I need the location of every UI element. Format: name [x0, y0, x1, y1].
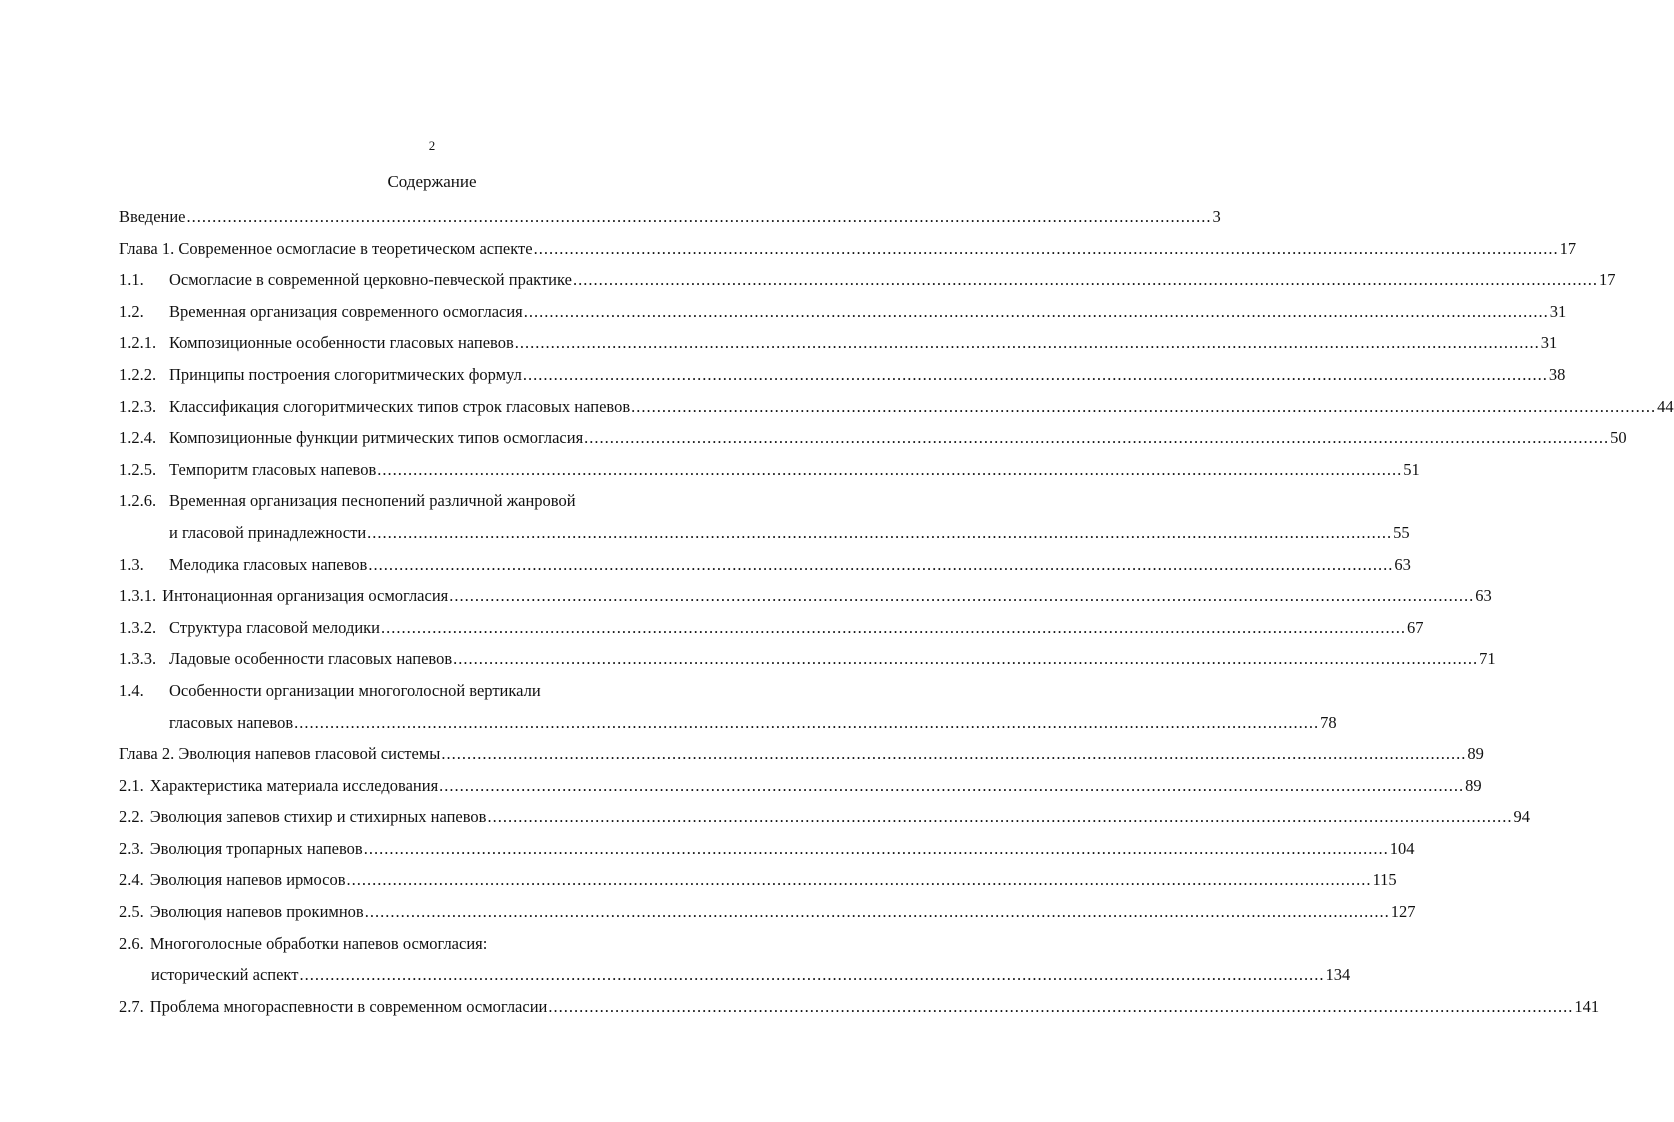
toc-entry-1-3[interactable]: [119, 549, 1411, 581]
page-number: 2: [428, 138, 436, 153]
leader-dots: [365, 896, 1390, 928]
leader-dots: [347, 864, 1372, 896]
toc-entry-number: 1.2.3.: [119, 396, 157, 416]
toc-entry-title: Композиционные функции ритмических типов осмогласия: [169, 428, 584, 448]
toc-entry-title: Многоголосные обработки напевов осмогласия:: [149, 933, 488, 953]
toc-entry-page: 63: [1475, 586, 1492, 606]
toc-entry-number: 1.1.: [119, 270, 144, 290]
toc-entry-title: Принципы построения слогоритмических формул: [169, 364, 522, 384]
toc-entry-1-2-5[interactable]: [119, 454, 1420, 486]
toc-entry-1-3-1[interactable]: [119, 580, 1492, 612]
toc-entry-1-4[interactable]: [119, 675, 744, 707]
toc-entry-1-4-continuation[interactable]: [119, 707, 1337, 739]
toc-entry-1-2-6[interactable]: [119, 485, 744, 517]
toc-entry-chapter-2[interactable]: [119, 738, 1484, 770]
toc-entry-title: Проблема многораспевности в современном осмогласии: [149, 996, 548, 1016]
toc-entry-2-3[interactable]: [119, 833, 1415, 865]
toc-entry-title: Глава 1. Современное осмогласие в теоретическом аспекте: [119, 238, 533, 258]
leader-dots: [299, 959, 1324, 991]
toc-entry-title: Ладовые особенности гласовых напевов: [169, 649, 453, 669]
toc-entry-title: Эволюция запевов стихир и стихирных напевов: [149, 807, 487, 827]
toc-entry-introduction[interactable]: [119, 201, 1221, 233]
toc-entry-1-2[interactable]: [119, 296, 1567, 328]
toc-entry-page: 51: [1403, 459, 1420, 479]
toc-entry-title: Введение: [119, 207, 186, 226]
toc-title: Содержание: [387, 172, 477, 191]
toc-entry-number: 1.2.1.: [119, 333, 157, 353]
toc-entry-title: Композиционные особенности гласовых напевов: [169, 333, 514, 353]
toc-entry-page: 141: [1574, 996, 1600, 1016]
toc-entry-number: 2.3.: [119, 838, 144, 858]
toc-entry-number: 1.3.: [119, 554, 144, 574]
toc-entry-number: 1.3.3.: [119, 649, 157, 669]
toc-entry-number: 1.2.5.: [119, 459, 157, 479]
toc-entry-number: 1.3.2.: [119, 617, 157, 637]
toc-entry-page: 31: [1549, 301, 1567, 321]
toc-entry-1-2-6-continuation[interactable]: [119, 517, 1410, 549]
leader-dots: [524, 296, 1549, 328]
toc-entry-title: Эволюция напевов ирмосов: [149, 870, 346, 890]
toc-entry-page: 71: [1479, 649, 1496, 669]
leader-dots: [187, 201, 1212, 233]
toc-entry-1-2-3[interactable]: [119, 391, 1674, 423]
toc-entry-title: Особенности организации многоголосной вертикали: [169, 680, 541, 700]
toc-entry-page: 3: [1212, 207, 1221, 226]
toc-entry-chapter-1[interactable]: [119, 233, 1577, 265]
toc-entry-number: 1.2.4.: [119, 428, 157, 448]
toc-entry-page: 78: [1320, 712, 1337, 732]
toc-entry-2-2[interactable]: [119, 801, 1530, 833]
toc-entry-1-3-2[interactable]: [119, 612, 1424, 644]
toc-entry-page: 63: [1394, 554, 1411, 574]
toc-entry-title: Темпоритм гласовых напевов: [169, 459, 377, 479]
toc-entry-page: 50: [1610, 428, 1627, 448]
toc-entry-2-5[interactable]: [119, 896, 1416, 928]
toc-entry-page: 55: [1393, 522, 1410, 542]
toc-entry-title: Глава 2. Эволюция напевов гласовой системы: [119, 744, 441, 764]
toc-entry-title: Мелодика гласовых напевов: [169, 554, 368, 574]
leader-dots: [294, 707, 1319, 739]
table-of-contents: [119, 201, 1674, 1022]
toc-entry-1-3-3[interactable]: [119, 643, 1496, 675]
leader-dots: [381, 612, 1406, 644]
toc-entry-1-1[interactable]: [119, 264, 1616, 296]
toc-entry-page: 134: [1325, 965, 1351, 985]
leader-dots: [368, 549, 1393, 581]
leader-dots: [631, 391, 1656, 423]
toc-entry-title: Эволюция напевов прокимнов: [149, 902, 364, 922]
toc-entry-number: 1.2.2.: [119, 364, 157, 384]
leader-dots: [548, 991, 1573, 1023]
toc-entry-title: Структура гласовой мелодики: [169, 617, 381, 637]
toc-entry-page: 31: [1540, 333, 1558, 353]
leader-dots: [367, 517, 1392, 549]
toc-entry-title-continuation: и гласовой принадлежности: [169, 522, 367, 542]
toc-entry-page: 104: [1389, 838, 1415, 858]
toc-entry-number: 1.2.: [119, 301, 144, 321]
toc-entry-2-1[interactable]: [119, 770, 1482, 802]
leader-dots: [377, 454, 1402, 486]
toc-entry-page: 38: [1548, 364, 1566, 384]
toc-entry-title: Интонационная организация осмогласия: [162, 586, 449, 606]
toc-entry-number: 2.1.: [119, 775, 144, 795]
toc-entry-1-2-1[interactable]: [119, 327, 1558, 359]
leader-dots: [449, 580, 1474, 612]
leader-dots: [515, 327, 1540, 359]
toc-entry-title: Эволюция тропарных напевов: [149, 838, 363, 858]
toc-entry-number: 2.7.: [119, 996, 144, 1016]
toc-entry-title: Осмогласие в современной церковно-певческой практике: [169, 270, 572, 290]
toc-entry-page: 17: [1598, 270, 1616, 290]
toc-entry-number: 1.2.6.: [119, 491, 157, 511]
toc-entry-page: 115: [1372, 870, 1397, 890]
leader-dots: [534, 233, 1559, 265]
toc-entry-number: 2.2.: [119, 807, 144, 827]
toc-entry-number: 2.6.: [119, 933, 144, 953]
toc-entry-title: Временная организация песнопений различной жанровой: [169, 491, 576, 511]
toc-entry-1-2-2[interactable]: [119, 359, 1566, 391]
toc-entry-title: Временная организация современного осмогласия: [169, 301, 523, 321]
toc-entry-title-continuation: гласовых напевов: [169, 712, 294, 732]
leader-dots: [584, 422, 1609, 454]
leader-dots: [453, 643, 1478, 675]
toc-entry-2-6[interactable]: [119, 928, 744, 960]
toc-entry-2-7[interactable]: [119, 991, 1600, 1023]
toc-entry-number: 1.3.1.: [119, 586, 157, 606]
toc-entry-1-2-4[interactable]: [119, 422, 1627, 454]
leader-dots: [441, 738, 1466, 770]
leader-dots: [573, 264, 1598, 296]
toc-entry-page: 67: [1407, 617, 1424, 637]
toc-entry-title: Классификация слогоритмических типов строк гласовых напевов: [169, 396, 631, 416]
toc-entry-page: 44: [1657, 396, 1674, 416]
leader-dots: [364, 833, 1389, 865]
toc-entry-title: Характеристика материала исследования: [149, 775, 439, 795]
toc-entry-page: 127: [1390, 902, 1416, 922]
toc-entry-number: 2.5.: [119, 902, 144, 922]
toc-entry-number: 1.4.: [119, 680, 144, 700]
toc-entry-page: 89: [1465, 775, 1482, 795]
toc-entry-page: 17: [1559, 238, 1577, 258]
leader-dots: [439, 770, 1464, 802]
toc-entry-page: 89: [1467, 744, 1484, 764]
toc-entry-2-4[interactable]: [119, 864, 1397, 896]
toc-entry-number: 2.4.: [119, 870, 144, 890]
leader-dots: [523, 359, 1548, 391]
leader-dots: [487, 801, 1512, 833]
toc-entry-2-6-continuation[interactable]: [119, 959, 1351, 991]
toc-entry-page: 94: [1513, 807, 1530, 827]
toc-entry-title-continuation: исторический аспект: [151, 965, 299, 985]
